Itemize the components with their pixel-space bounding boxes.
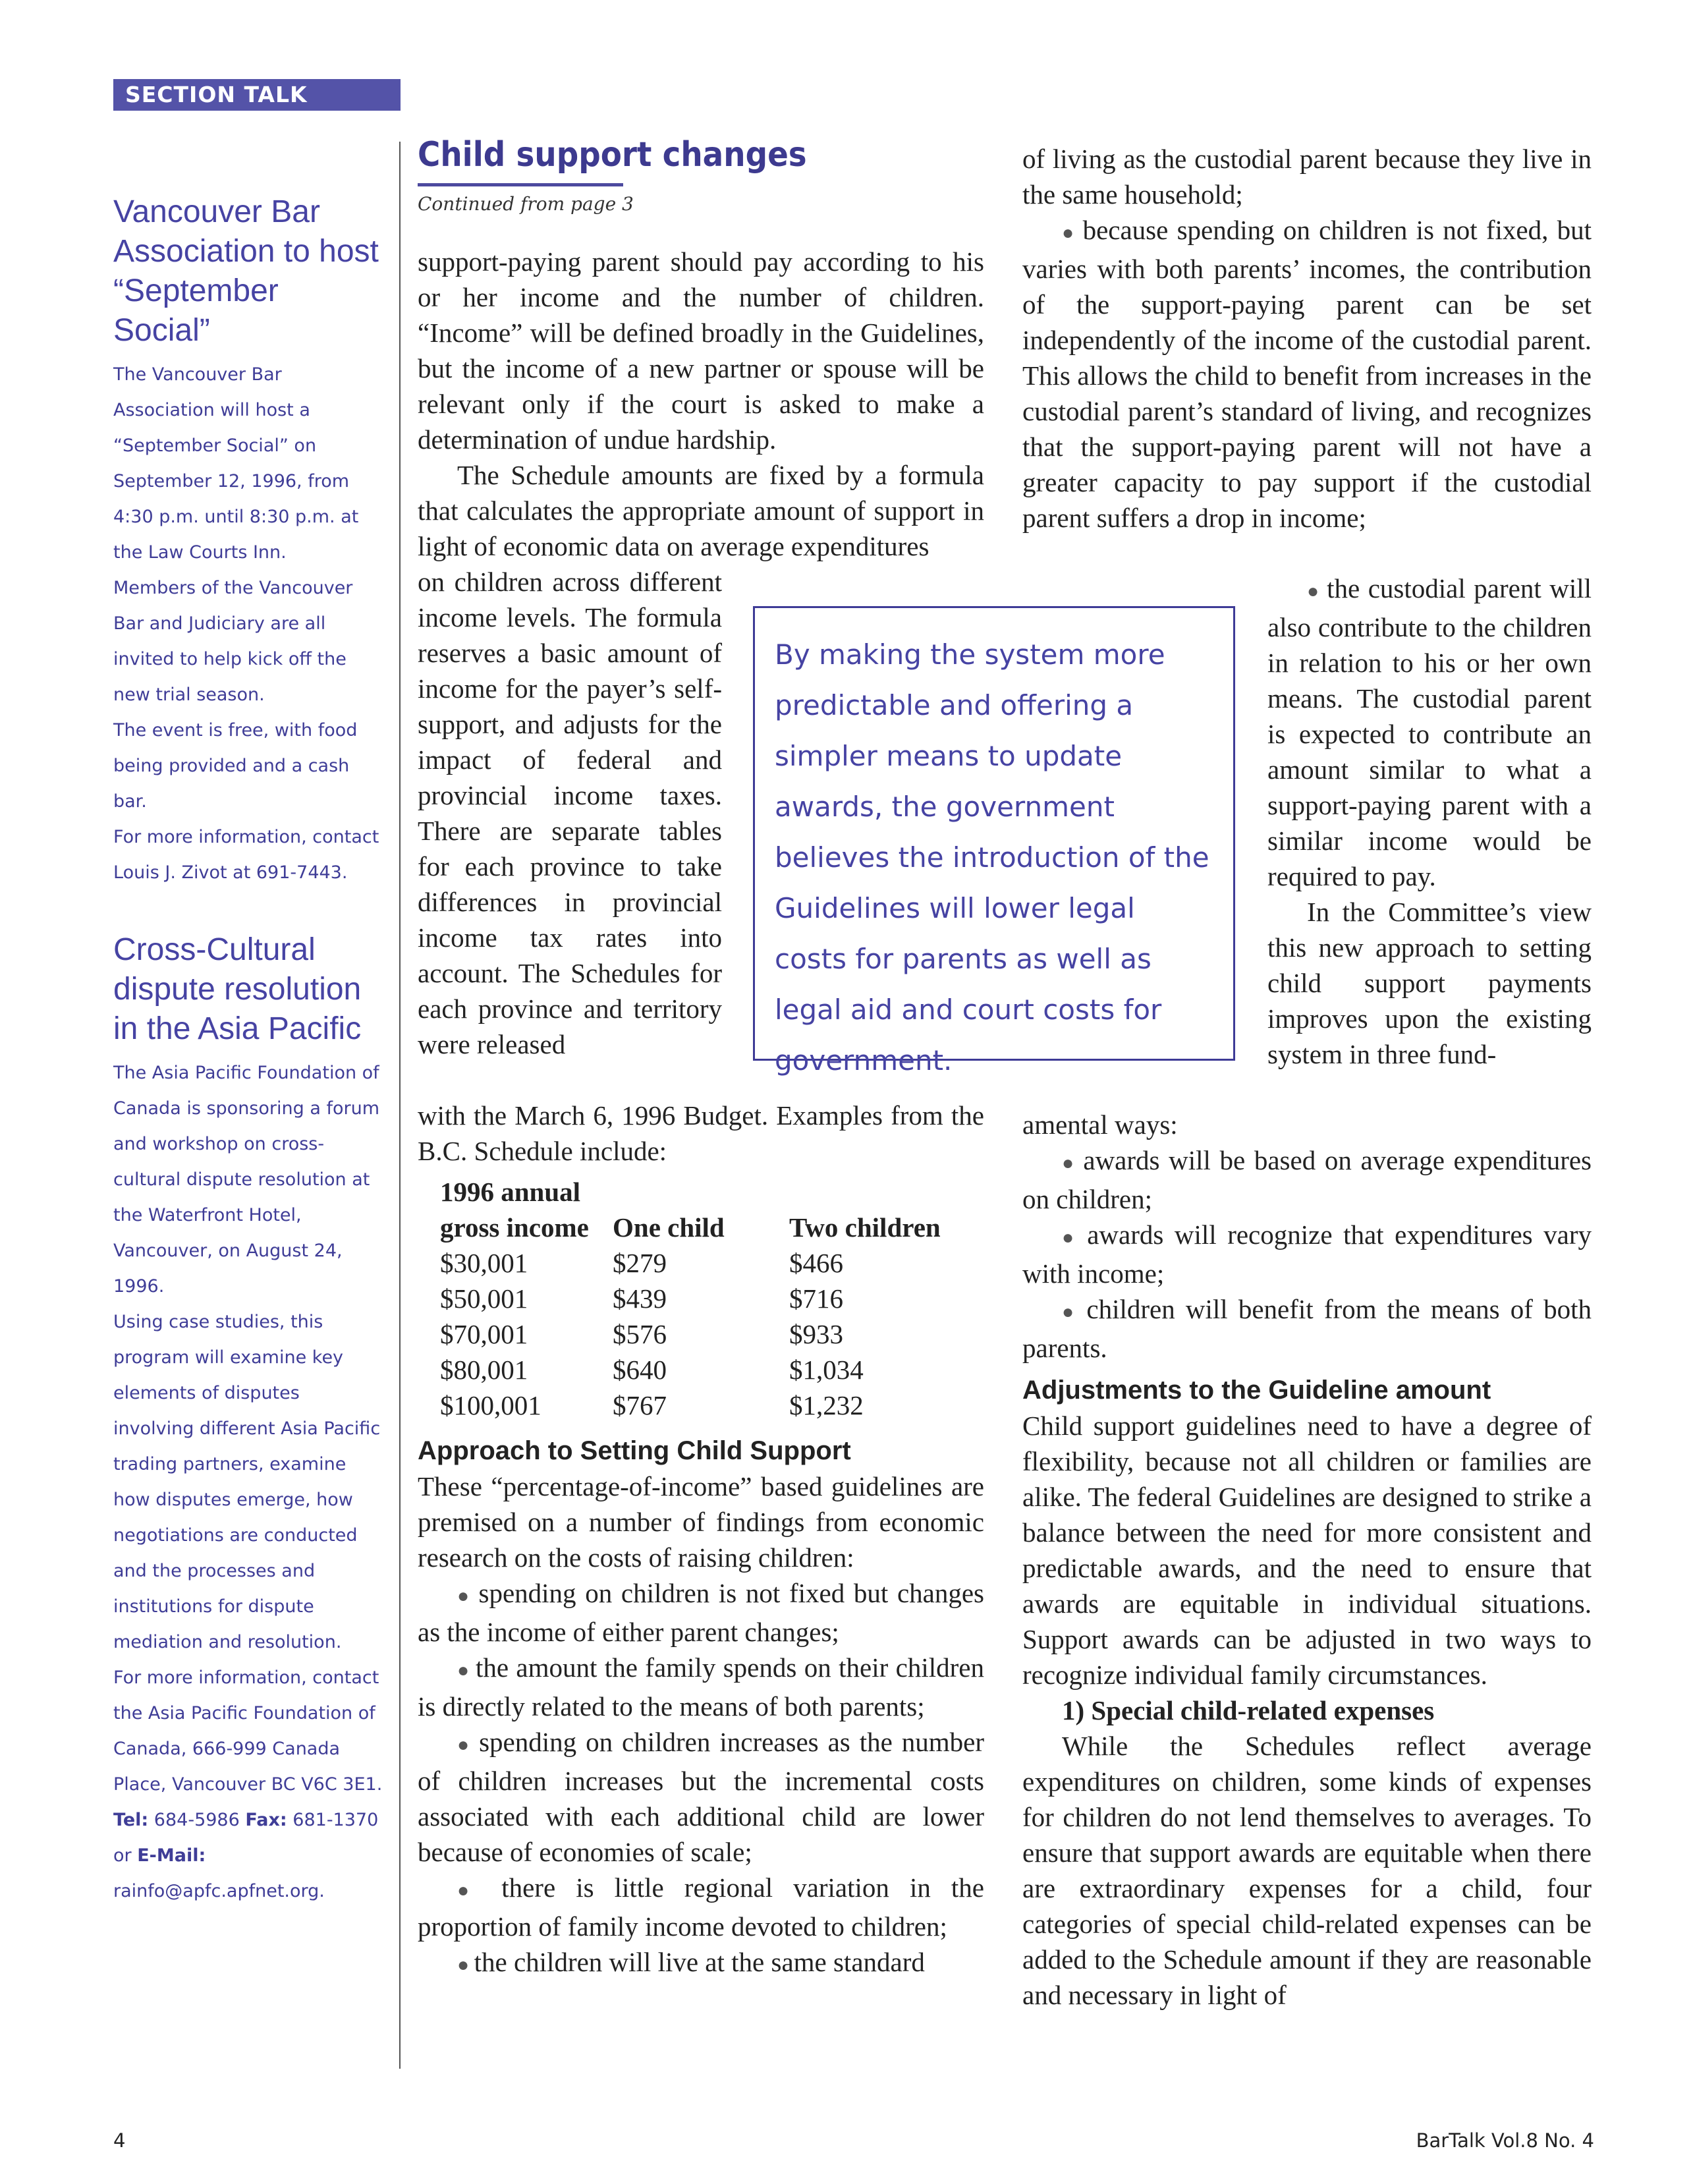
table-header-row xyxy=(440,1174,941,1210)
sidebar-paragraph: Members of the Vancouver Bar and Judiciary are all invited to help kick off the new trial season. xyxy=(113,578,353,705)
bullet-icon: ● xyxy=(457,1660,476,1681)
column-divider xyxy=(399,142,401,2069)
article-column-1-bottom xyxy=(418,1433,984,1983)
section-subhead: Approach to Setting Child Support xyxy=(418,1436,851,1465)
numbered-heading: 1) Special child-related expenses xyxy=(1062,1695,1435,1725)
contact-intro: For more information, contact the Asia Pacific Foundation of Canada, 666-999 Canada Place, Vancouver BC V6C 3E1. xyxy=(113,1667,383,1795)
table-row xyxy=(440,1316,941,1352)
paragraph: Child support guidelines need to have a degree of flexibility, because not all children or families are alike. The federal Guidelines are designed to strike a balance between the need for more consistent and predictable awards, and the need to ensure that awards are equitable in individual situations. Support awards can be adjusted in two ways to recognize individual family circumstances. xyxy=(1022,1411,1592,1690)
sidebar-item-title: Cross-Cultural dispute resolution in the Asia Pacific xyxy=(113,932,362,1046)
two-children-cell: $466 xyxy=(789,1248,843,1278)
bullet-item: ● because spending on children is not fixed, but varies with both parents’ incomes, the contribution of the support-paying parent can be set independently of the income of the custodial parent. This allows the child to benefit from increases in the custodial parent’s standard of living, and recognizes that the support-paying parent will not have a greater capacity to pay support if the custodial parent suffers a drop in income; xyxy=(1022,215,1592,533)
sidebar-paragraph: For more information, contact Louis J. Zivot at 691-7443. xyxy=(113,827,379,883)
article-column-1-top xyxy=(418,244,984,564)
table-row xyxy=(440,1352,941,1387)
sidebar-paragraph: Using case studies, this program will examine key elements of disputes involving different Asia Pacific trading partners, examine how disputes emerge, how negotiations are conducted and the processes and institutions for dispute mediation and resolution. xyxy=(113,1312,381,1652)
header-cell: One child xyxy=(613,1212,725,1243)
two-children-cell: $933 xyxy=(789,1319,843,1349)
paragraph: In the Committee’s view this new approach to setting child support payments improves upon the existing system in three fund- xyxy=(1267,897,1592,1069)
header-cell: Two children xyxy=(789,1212,941,1243)
bullet-icon: ● xyxy=(457,1954,474,1976)
income-cell: $70,001 xyxy=(440,1319,528,1349)
page-number: 4 xyxy=(113,2129,126,2152)
bullet-item: ● the children will live at the same standard xyxy=(457,1947,925,1977)
paragraph: These “percentage-of-income” based guidelines are premised on a number of findings from economic research on the costs of raising children: xyxy=(418,1471,984,1573)
bullet-icon: ● xyxy=(1062,1227,1088,1248)
bullet-item: ● there is little regional variation in the proportion of family income devoted to children; xyxy=(418,1872,984,1942)
sidebar-paragraph: The Asia Pacific Foundation of Canada is sponsoring a forum and workshop on cross-cultural dispute resolution at the Waterfront Hotel, Vancouver, on August 24, 1996. xyxy=(113,1063,379,1297)
paragraph: support-paying parent should pay according to his or her income and the number of children. “Income” will be defined broadly in the Guidelines, but the income of a new partner or spouse will be relevant only if the court is asked to make a determination of undue hardship. xyxy=(418,246,984,455)
sidebar-paragraph: The event is free, with food being provided and a cash bar. xyxy=(113,720,358,812)
sidebar-item-cross-cultural xyxy=(113,930,383,1909)
article-column-2-wrap xyxy=(1267,571,1592,1072)
two-children-cell: $1,232 xyxy=(789,1390,864,1420)
bullet-icon: ● xyxy=(457,1734,480,1756)
tel-label: Tel: xyxy=(113,1810,149,1830)
bullet-icon: ● xyxy=(457,1880,502,1901)
income-cell: $80,001 xyxy=(440,1355,528,1385)
pull-quote: By making the system more predictable and offering a simpler means to update awards, the government believes the introduction of the Guidelines will lower legal costs for parents as well as legal aid and court costs for government. xyxy=(753,606,1235,1061)
article-column-1-mid xyxy=(418,1098,984,1169)
two-children-cell: $1,034 xyxy=(789,1355,864,1385)
one-child-cell: $576 xyxy=(613,1319,667,1349)
one-child-cell: $640 xyxy=(613,1355,667,1385)
table-row xyxy=(440,1387,941,1423)
bullet-icon: ● xyxy=(1307,580,1327,602)
bullet-icon: ● xyxy=(1062,1152,1084,1174)
article-column-2-top xyxy=(1022,141,1592,536)
sidebar-paragraph: The Vancouver Bar Association will host a “September Social” on September 12, 1996, from 4:30 p.m. until 8:30 p.m. at the Law Courts Inn. xyxy=(113,364,359,563)
publication-footer: BarTalk Vol.8 No. 4 xyxy=(1416,2129,1594,2152)
paragraph: of living as the custodial parent because they live in the same household; xyxy=(1022,144,1592,210)
paragraph: with the March 6, 1996 Budget. Examples from the B.C. Schedule include: xyxy=(418,1100,984,1166)
table-header-row xyxy=(440,1210,941,1245)
fax-label: Fax: xyxy=(245,1810,287,1830)
sidebar-item-title: Vancouver Bar Association to host “September Social” xyxy=(113,194,379,348)
bullet-item: ● children will benefit from the means of both parents. xyxy=(1022,1294,1592,1363)
schedule-table xyxy=(440,1174,941,1423)
one-child-cell: $439 xyxy=(613,1283,667,1314)
income-cell: $50,001 xyxy=(440,1283,528,1314)
header-cell: 1996 annual xyxy=(440,1177,581,1207)
email-link[interactable]: rainfo@apfc.apfnet.org. xyxy=(113,1881,325,1901)
email-label: E-Mail: xyxy=(137,1845,206,1866)
paragraph: The Schedule amounts are fixed by a formula that calculates the appropriate amount of support in light of economic data on average expenditures xyxy=(418,460,984,561)
bullet-icon: ● xyxy=(457,1585,479,1607)
table-row xyxy=(440,1281,941,1316)
two-children-cell: $716 xyxy=(789,1283,843,1314)
sidebar xyxy=(113,192,383,1909)
paragraph: on children across different income levels. The formula reserves a basic amount of income for the payer’s self-support, and adjusts for the impact of federal and provincial income taxes. There are separate tables for each province to take differences in provincial income tax rates into account. The Schedules for each province and territory were released xyxy=(418,567,722,1059)
article-headline: Child support changes xyxy=(418,135,807,175)
sidebar-contact xyxy=(113,1660,383,1909)
income-cell: $100,001 xyxy=(440,1390,541,1420)
income-cell: $30,001 xyxy=(440,1248,528,1278)
bullet-item: ● awards will be based on average expenditures on children; xyxy=(1022,1145,1592,1214)
bullet-item: ● spending on children is not fixed but changes as the income of either parent changes; xyxy=(418,1578,985,1647)
header-cell: gross income xyxy=(440,1212,589,1243)
fax-value: 681-1370 or xyxy=(113,1810,379,1866)
paragraph: amental ways: xyxy=(1022,1109,1178,1140)
bullet-icon: ● xyxy=(1062,1301,1087,1323)
tel-value: 684-5986 xyxy=(153,1810,240,1830)
article-column-2-bottom xyxy=(1022,1107,1592,2013)
table-row xyxy=(440,1245,941,1281)
continued-note: Continued from page 3 xyxy=(418,193,634,215)
bullet-item: ● spending on children increases as the number of children increases but the incremental costs associated with each additional child are lower because of economies of scale; xyxy=(418,1727,984,1867)
section-subhead: Adjustments to the Guideline amount xyxy=(1022,1376,1491,1405)
bullet-icon: ● xyxy=(1062,222,1083,244)
article-column-1-wrap xyxy=(418,564,722,1062)
headline-underline xyxy=(418,183,623,186)
section-label: SECTION TALK xyxy=(113,79,401,111)
paragraph: While the Schedules reflect average expenditures on children, some kinds of expenses for children do not lend themselves to averages. To ensure that support awards are equitable when there are extraordinary expenses for a child, four categories of special child-related expenses can be added to the Schedule amount if they are reasonable and necessary in light of xyxy=(1022,1731,1592,2010)
one-child-cell: $279 xyxy=(613,1248,667,1278)
sidebar-item-september-social xyxy=(113,192,383,891)
bullet-item: ● awards will recognize that expenditures vary with income; xyxy=(1022,1219,1592,1289)
one-child-cell: $767 xyxy=(613,1390,667,1420)
bullet-item: ● the custodial parent will also contribute to the children in relation to his or her own means. The custodial parent is expected to contribute an amount similar to what a support-paying parent with a similar income would be required to pay. xyxy=(1267,573,1592,891)
bullet-item: ● the amount the family spends on their children is directly related to the means of both parents; xyxy=(418,1652,985,1722)
